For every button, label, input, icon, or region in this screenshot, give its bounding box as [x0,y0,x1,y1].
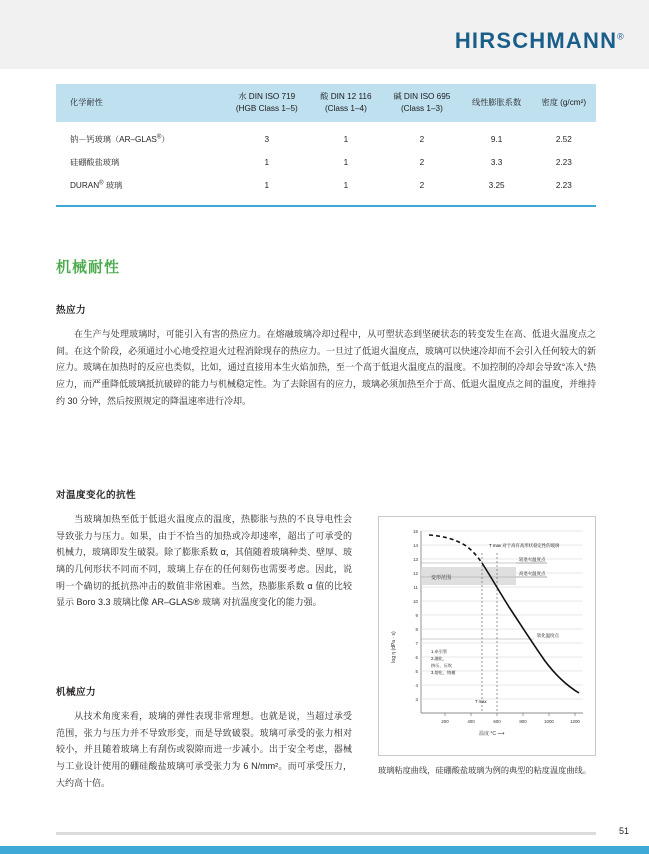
viscosity-chart-svg [379,517,595,755]
paragraph-mechanical-stress [56,708,352,791]
svg-text:10: 10 [413,599,418,604]
cell-material-name-pre: 硅硼酸盐玻璃 [70,157,120,167]
cell-material-name [56,151,224,174]
svg-text:8: 8 [415,627,418,632]
cell-expansion: 3.3 [490,157,503,167]
cell-water: 1 [264,180,270,190]
cell-acid: 1 [343,157,349,167]
svg-text:3: 3 [415,697,418,702]
svg-text:13: 13 [413,557,418,562]
svg-text:200: 200 [441,719,449,724]
subsection-title-mechanical-stress: 机械应力 [56,687,96,698]
svg-text:高退火温度点: 高退火温度点 [519,571,546,576]
column-header-alkali [382,84,461,122]
cell-material-name-pre: DURAN [70,180,100,190]
svg-text:温度 °C ⟶: 温度 °C ⟶ [479,731,505,737]
paragraph-thermal-change [56,511,352,611]
svg-text:2.融化、: 2.融化、 [431,656,448,661]
cell-density: 2.23 [555,157,572,167]
table-bottom-rule [56,205,596,207]
viscosity-figure [378,516,596,778]
svg-text:变形范围: 变形范围 [431,575,452,581]
svg-text:6: 6 [415,655,418,660]
cell-expansion: 3.25 [488,180,505,190]
svg-text:12: 12 [413,571,418,576]
cell-density: 2.52 [555,134,572,144]
cell-material-name [56,122,224,151]
chemical-resistance-table [56,84,596,207]
svg-text:14: 14 [413,543,418,548]
paragraph-thermal-stress-text: 在生产与处理玻璃时，可能引入有害的热应力。在熔融玻璃冷却过程中，从可塑状态到坚硬状态的转变发生在高、低退火温度点之间。在这个阶段，必须通过小心地受控退火过程消除现存的热应力。一旦过了低退火温度点，玻璃可以快速冷却而不会引入任何较大的新应力。玻璃在加热时的反应也类似，比如，通过直接用本生火焰加热，至一个高于低退火温度点的温度。不加控制的冷却会导致°冻入°热应力，而严重降低玻璃抵抗破碎的能力与机械稳定性。为了去除固有的应力，玻璃必须加热至介于高、低退火温度点之间的温度，并维持约 30 分钟，然后按照规定的降温速率进行冷却。 [56,329,597,406]
footer-rule [56,832,596,835]
svg-text:1000: 1000 [544,719,554,724]
brand-logo-text: HIRSCHMANN [454,28,618,53]
cell-alkali: 2 [419,134,425,144]
column-header-acid-line2: (Class 1–4) [324,103,367,113]
svg-text:1.牵引管: 1.牵引管 [431,649,448,654]
cell-material-name [56,174,224,197]
cell-acid: 1 [343,180,349,190]
subsection-title-thermal-change: 对温度变化的抗性 [56,490,136,501]
svg-text:600: 600 [493,719,501,724]
svg-text:11: 11 [413,585,418,590]
table-body [56,122,596,197]
column-header-expansion: 线性膨胀系数 [462,84,532,122]
svg-text:T max 对于高有高形状稳定性的玻璃: T max 对于高有高形状稳定性的玻璃 [489,543,560,548]
cell-density: 2.23 [555,180,572,190]
column-header-property: 化学耐性 [56,84,224,122]
footer-bar [0,846,649,854]
brand-logo-registered: ® [617,31,625,42]
svg-text:9: 9 [415,613,418,618]
column-header-density: 密度 (g/cm²) [532,84,596,122]
cell-alkali: 2 [419,157,425,167]
cell-material-name-sup: ® [99,180,104,187]
paragraph-thermal-change-text: 当玻璃加热至低于低退火温度点的温度，热膨胀与热的不良导电性会导致张力与压力。如果，由于不恰当的加热或冷却速率，超出了可承受的机械力，玻璃即发生破裂。除了膨胀系数 α，其值随着玻璃种类、壁厚、玻璃的几何形状不同而不同，玻璃上存在的任何刻伤也需要考虑。因此，说明一个确切的抵抗热冲击的数值非常困难。当然，热膨胀系数 α 值的比较显示 Boro 3.3 玻璃比像 AR–GLAS® 玻璃 对抗温度变化的能力强。 [56,514,352,608]
paragraph-mechanical-stress-text: 从技术角度来看，玻璃的弹性表现非常理想。也就是说，当超过承受范围，张力与压力并不导致形变，而是导致破裂。玻璃可承受的张力相对较小，并且随着玻璃上有刮伤或裂隙而进一步减小。出于安全考虑，器械与工业设计使用的硼硅酸盐玻璃可承受张力为 6 N/mm²。而可承受压力，大约高十倍。 [56,711,352,788]
column-header-water-line1: 水 DIN ISO 719 [238,92,296,101]
header-rule [0,69,649,70]
svg-text:挤压、压吹: 挤压、压吹 [431,663,452,668]
svg-text:log η (dPa · s): log η (dPa · s) [391,631,397,663]
page-header [0,0,649,70]
svg-text:400: 400 [467,719,475,724]
cell-acid: 1 [343,134,349,144]
section-title-mechanical: 机械耐性 [56,259,121,276]
cell-material-name-post: 玻璃 [103,180,123,190]
paragraph-thermal-stress [56,326,596,409]
svg-text:3.熔化、铸模: 3.熔化、铸模 [431,670,456,675]
svg-text:5: 5 [415,669,418,674]
cell-material-name-pre: 钠－钙玻璃（AR–GLAS [70,134,157,144]
svg-text:T max: T max [475,699,487,704]
svg-text:4: 4 [415,683,418,688]
table-row [56,174,596,197]
svg-text:7: 7 [415,641,418,646]
column-header-alkali-line2: (Class 1–3) [400,103,443,113]
figure-caption: 玻璃粘度曲线，硅硼酸盐玻璃为例的典型的粘度温度曲线。 [378,766,591,775]
svg-text:1200: 1200 [570,719,580,724]
cell-water: 3 [264,134,270,144]
column-header-water-line2: (HGB Class 1–5) [235,103,298,113]
cell-expansion: 9.1 [490,134,503,144]
svg-text:较退火温度点: 较退火温度点 [519,557,546,562]
svg-text:软化温度点: 软化温度点 [537,633,559,638]
table-header-row [56,84,596,122]
svg-text:15: 15 [413,529,418,534]
table-row [56,151,596,174]
brand-logo [455,28,625,54]
page-number: 51 [618,826,629,836]
column-header-water [224,84,310,122]
cell-water: 1 [264,157,270,167]
column-header-alkali-line1: 碱 DIN ISO 695 [393,92,451,101]
cell-material-name-post: ） [161,134,170,144]
subsection-title-thermal-stress: 热应力 [56,305,86,316]
table-row [56,122,596,151]
svg-text:800: 800 [519,719,527,724]
cell-material-name-sup: ® [156,134,162,141]
cell-alkali: 2 [419,180,425,190]
viscosity-chart [378,516,596,756]
column-header-acid [310,84,383,122]
column-header-acid-line1: 酸 DIN 12 116 [320,92,372,101]
